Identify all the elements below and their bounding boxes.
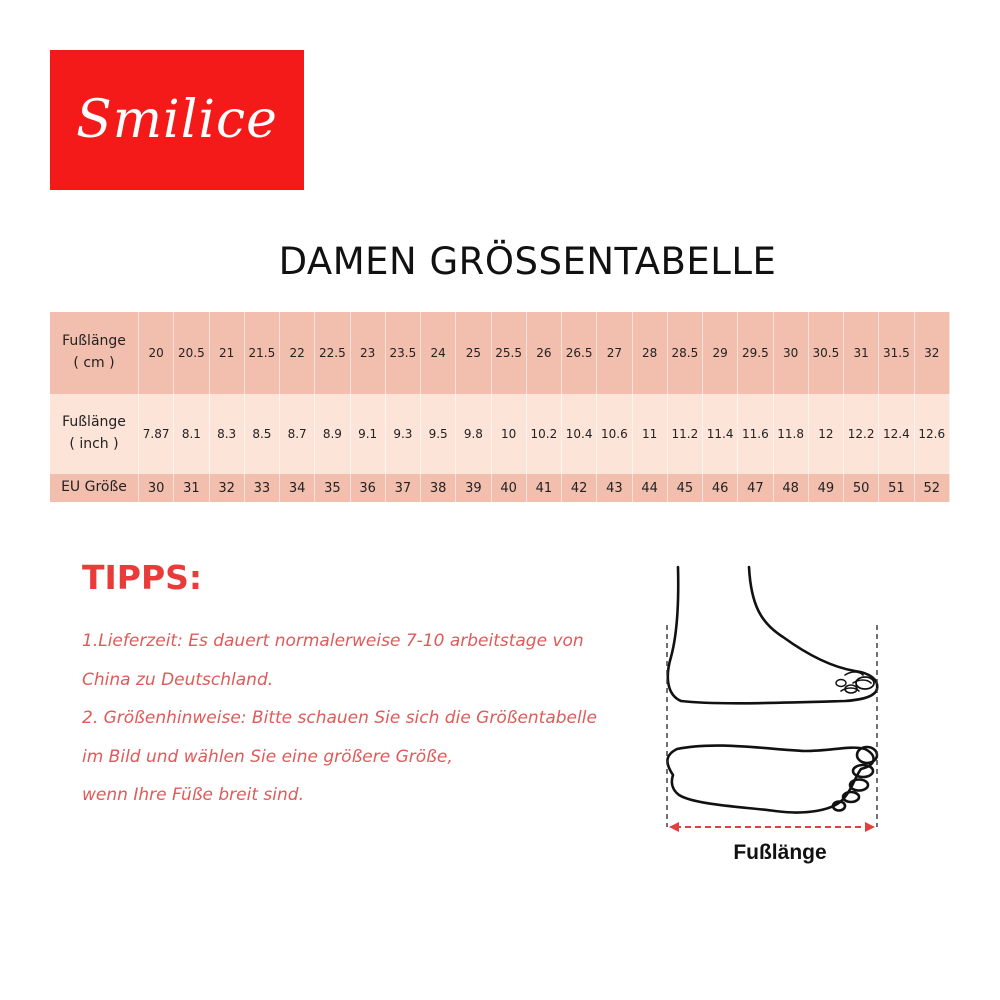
cm-cell: 23.5 [385, 312, 420, 394]
tips-line: im Bild und wählen Sie eine größere Größe, [82, 746, 453, 767]
inch-cell: 10.4 [562, 394, 597, 474]
row-header-cm-line2: ( cm ) [73, 355, 115, 371]
cm-cell: 25.5 [491, 312, 526, 394]
eu-cell: 46 [703, 474, 738, 502]
tips-line: wenn Ihre Füße breit sind. [82, 785, 304, 805]
cm-cell: 22.5 [315, 312, 350, 394]
inch-cell: 8.1 [174, 394, 209, 474]
inch-cell: 9.5 [421, 394, 456, 474]
table-row-eu [50, 474, 950, 502]
inch-cell: 11.8 [773, 394, 808, 474]
eu-cell: 31 [174, 474, 209, 502]
cm-cell: 31 [844, 312, 879, 394]
cm-cell: 22 [280, 312, 315, 394]
cm-cell: 25 [456, 312, 491, 394]
eu-cell: 36 [350, 474, 385, 502]
cm-cell: 26 [526, 312, 561, 394]
brand-logo-text: Smilice [76, 90, 278, 150]
eu-cell: 34 [280, 474, 315, 502]
eu-cell: 33 [244, 474, 279, 502]
tips-line: 1.Lieferzeit: Es dauert normalerweise 7-10 arbeitstage von [82, 631, 584, 651]
inch-cell: 8.7 [280, 394, 315, 474]
row-header-inch-line2: ( inch ) [69, 436, 119, 452]
inch-cell: 7.87 [139, 394, 174, 474]
eu-cell: 38 [421, 474, 456, 502]
eu-cell: 47 [738, 474, 773, 502]
cm-cell: 30.5 [808, 312, 843, 394]
row-header-inch-line1: Fußlänge [62, 414, 126, 431]
eu-cell: 30 [139, 474, 174, 502]
cm-cell: 31.5 [879, 312, 914, 394]
foot-measurement-diagram [655, 565, 895, 840]
inch-cell: 12 [808, 394, 843, 474]
cm-cell: 21.5 [244, 312, 279, 394]
tips-text [82, 622, 642, 815]
cm-cell: 30 [773, 312, 808, 394]
cm-cell: 24 [421, 312, 456, 394]
cm-cell: 20.5 [174, 312, 209, 394]
eu-cell: 42 [562, 474, 597, 502]
foot-length-label: Fußlänge [733, 841, 827, 864]
table-row-cm [50, 312, 950, 394]
cm-cell: 26.5 [562, 312, 597, 394]
cm-cell: 28 [632, 312, 667, 394]
inch-cell: 9.1 [350, 394, 385, 474]
eu-cell: 45 [667, 474, 702, 502]
inch-cell: 9.3 [385, 394, 420, 474]
inch-cell: 11.2 [667, 394, 702, 474]
foot-side-view-icon [668, 567, 877, 703]
eu-cell: 44 [632, 474, 667, 502]
inch-cell: 8.3 [209, 394, 244, 474]
eu-cell: 43 [597, 474, 632, 502]
inch-cell: 9.8 [456, 394, 491, 474]
inch-cell: 11 [632, 394, 667, 474]
eu-cell: 48 [773, 474, 808, 502]
inch-cell: 12.4 [879, 394, 914, 474]
eu-cell: 32 [209, 474, 244, 502]
cm-cell: 29 [703, 312, 738, 394]
foot-sole-icon [667, 746, 877, 813]
inch-cell: 12.6 [914, 394, 950, 474]
page-title: DAMEN GRÖSSENTABELLE [278, 240, 777, 283]
size-table [50, 312, 950, 502]
cm-cell: 21 [209, 312, 244, 394]
inch-cell: 11.6 [738, 394, 773, 474]
eu-cell: 39 [456, 474, 491, 502]
cm-cell: 29.5 [738, 312, 773, 394]
tips-line: China zu Deutschland. [82, 669, 274, 690]
eu-cell: 50 [844, 474, 879, 502]
cm-cell: 32 [914, 312, 950, 394]
row-header-cm-line1: Fußlänge [62, 333, 126, 350]
eu-cell: 37 [385, 474, 420, 502]
eu-cell: 40 [491, 474, 526, 502]
inch-cell: 11.4 [703, 394, 738, 474]
table-row-inch [50, 394, 950, 474]
row-header-eu: EU Größe [50, 474, 139, 502]
cm-cell: 20 [139, 312, 174, 394]
eu-cell: 35 [315, 474, 350, 502]
inch-cell: 10 [491, 394, 526, 474]
tips-title: TIPPS: [82, 558, 203, 597]
cm-cell: 28.5 [667, 312, 702, 394]
cm-cell: 27 [597, 312, 632, 394]
inch-cell: 10.2 [526, 394, 561, 474]
eu-cell: 52 [914, 474, 950, 502]
inch-cell: 8.9 [315, 394, 350, 474]
cm-cell: 23 [350, 312, 385, 394]
inch-cell: 10.6 [597, 394, 632, 474]
eu-cell: 51 [879, 474, 914, 502]
row-header-cm [50, 312, 139, 394]
tips-line: 2. Größenhinweise: Bitte schauen Sie sich die Größentabelle [82, 708, 597, 728]
length-arrow-icon [669, 822, 875, 832]
eu-cell: 41 [526, 474, 561, 502]
brand-logo [50, 50, 304, 190]
row-header-inch [50, 394, 139, 474]
inch-cell: 8.5 [244, 394, 279, 474]
inch-cell: 12.2 [844, 394, 879, 474]
eu-cell: 49 [808, 474, 843, 502]
